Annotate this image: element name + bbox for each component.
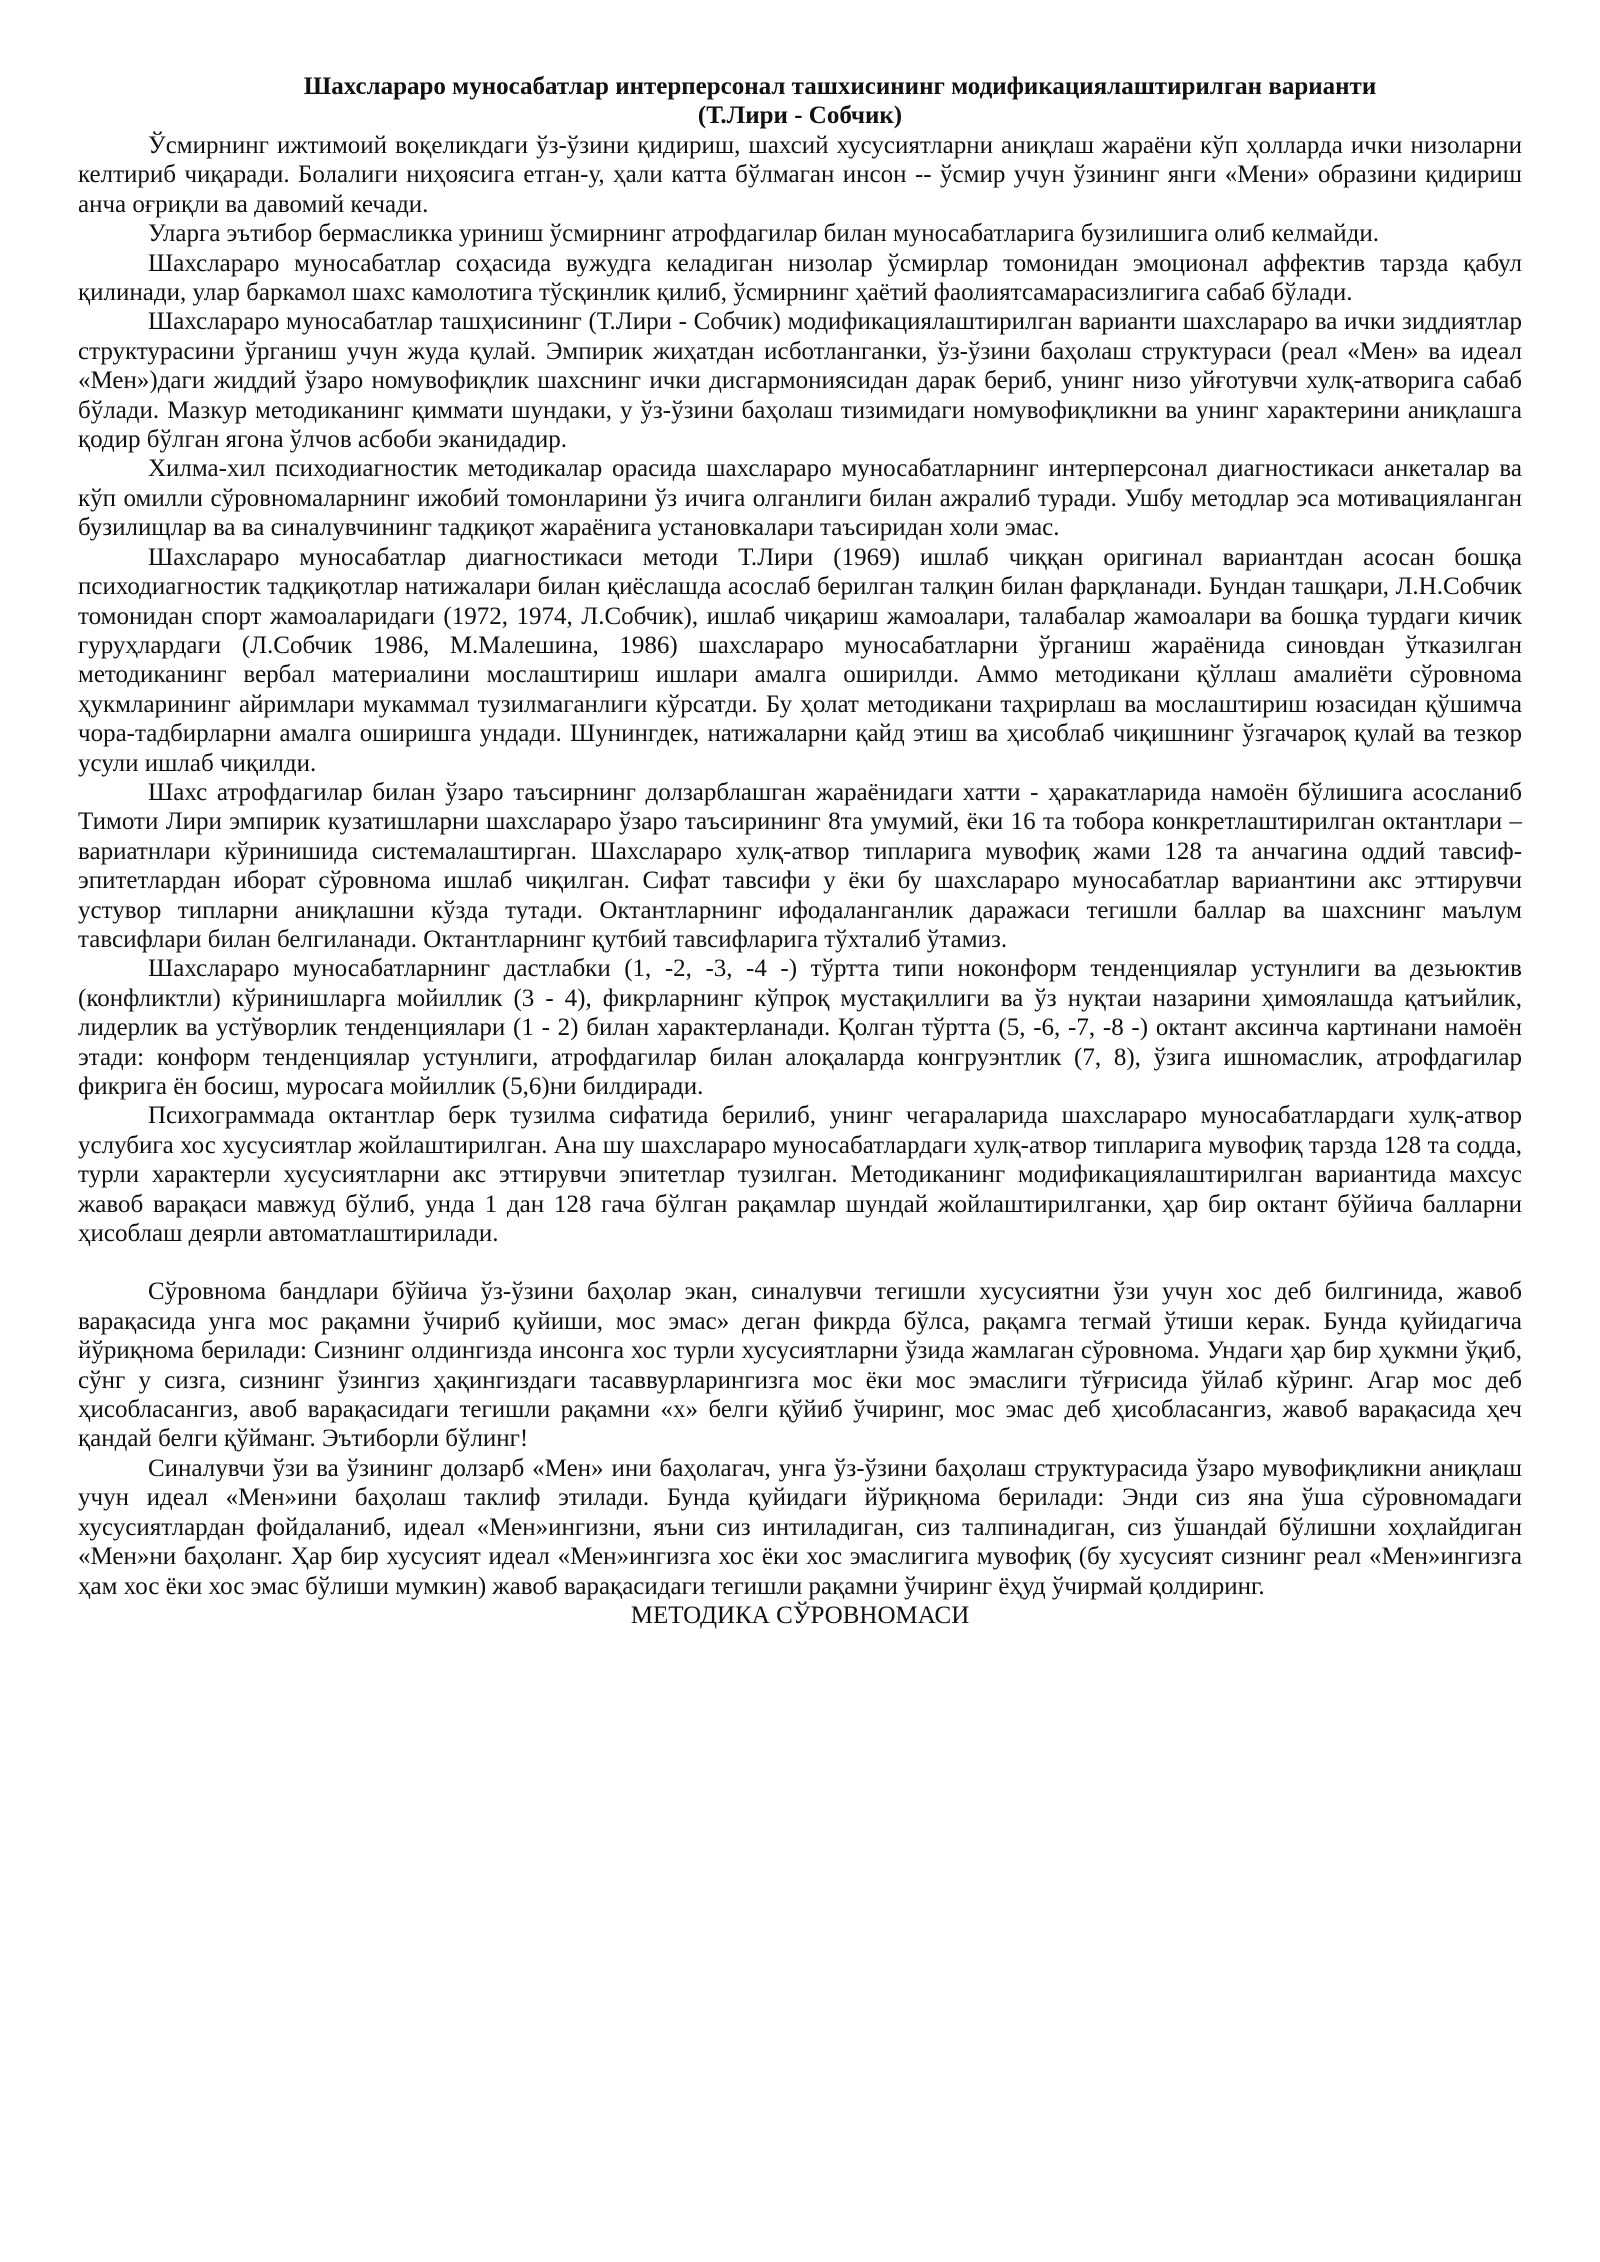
- document-body: [78, 131, 1522, 1601]
- paragraph: Шахслараро муносабатлар ташҳисининг (Т.Лири - Собчик) модификациялаштирилган варианти шахслараро ва ички зиддиятлар структурасини ўрганиш учун жуда қулай. Эмпирик жиҳатдан исботланганки, ўз-ўзини баҳолаш структураси (реал «Мен» ва идеал «Мен»)даги жиддий ўзаро номувофиқлик шахснинг ички дисгармониясидан дарак бериб, унинг низо уйғотувчи хулқ-атворига сабаб бўлади. Мазкур методиканинг қиммати шундаки, у ўз-ўзини баҳолаш тизимидаги номувофиқликни ва унинг характерини аниқлашга қодир бўлган ягона ўлчов асбоби эканидадир.: [78, 308, 1522, 454]
- document-title: Шахслараро муносабатлар интерперсонал ташхисининг модификациялаштирилган варианти: [303, 73, 1377, 100]
- paragraph: Шахслараро муносабатлар диагностикаси методи Т.Лири (1969) ишлаб чиққан оригинал вариантдан асосан бошқа психодиагностик тадқиқотлар натижалари билан қиёслашда асослаб берилган талқин билан фарқланади. Бундан ташқари, Л.Н.Собчик томонидан спорт жамоаларидаги (1972, 1974, Л.Собчик), ишлаб чиқариш жамоалари, талабалар жамоалари ва бошқа турдаги кичик гуруҳлардаги (Л.Собчик 1986, М.Малешина, 1986) шахслараро муносабатларни ўрганиш жараёнида синовдан ўтказилган методиканинг вербал материалини мослаштириш ишлари амалга оширилди. Аммо методикани қўллаш амалиёти сўровнома ҳукмларининг айримлари мукаммал тузилмаганлиги кўрсатди. Бу ҳолат методикани таҳрирлаш ва мослаштириш юзасидан қўшимча чора-тадбирларни амалга оширишга ундади. Шунингдек, натижаларни қайд этиш ва ҳисоблаб чиқишнинг ўзгачароқ қулай ва тезкор усули ишлаб чиқилди.: [78, 543, 1522, 777]
- paragraph: Сўровнома бандлари бўйича ўз-ўзини баҳолар экан, синалувчи тегишли хусусиятни ўзи учун хос деб билгинида, жавоб варақасида унга мос рақамни ўчириб қуйиши, мос эмас» деган фикрда бўлса, рақамга тегмай ўтиши керак. Бунда қуйидагича йўриқнома берилади: Сизнинг олдингизда инсонга хос турли хусусиятларни ўзида жамлаган сўровнома. Ундаги ҳар бир ҳукмни ўқиб, сўнг у сизга, сизнинг ўзингиз ҳақингиздаги тасаввурларингизга мос ёки мос эмаслиги тўғрисида ўйлаб кўринг. Агар мос деб ҳисобласангиз, авоб варақасидаги тегишли рақамни «х» белги қўйиб ўчиринг, мос эмас деб ҳисобласангиз, жавоб варақасида ҳеч қандай белги қўйманг. Эътиборли бўлинг!: [78, 1278, 1522, 1453]
- paragraph: Ўсмирнинг ижтимоий воқеликдаги ўз-ўзини қидириш, шахсий хусусиятларни аниқлаш жараёни кўп ҳолларда ички низоларни келтириб чиқаради. Болалиги ниҳоясига етган-у, ҳали катта бўлмаган инсон -- ўсмир учун ўзининг янги «Мени» образини қидириш анча оғриқли ва давомий кечади.: [78, 132, 1522, 218]
- paragraph: Шахслараро муносабатларнинг дастлабки (1, -2, -3, -4 -) тўртта типи ноконформ тенденциялар устунлиги ва дезьюктив (конфликтли) кўринишларга мойиллик (3 - 4), фикрларнинг кўпроқ мустақиллиги ва ўз нуқтаи назарини ҳимоялашда қатъийлик, лидерлик ва устўворлик тенденциялари (1 - 2) билан характерланади. Қолган тўртта (5, -6, -7, -8 -) октант аксинча картинани намоён этади: конформ тенденциялар устунлиги, атрофдагилар билан алоқаларда конгруэнтлик (7, 8), ўзига ишномаслик, атрофдагилар фикрига ён босиш, муросага мойиллик (5,6)ни билдиради.: [78, 955, 1522, 1100]
- paragraph: Хилма-хил психодиагностик методикалар орасида шахслараро муносабатларнинг интерперсонал диагностикаси анкеталар ва кўп омилли сўровномаларнинг ижобий томонларини ўз ичига олганлиги билан ажралиб туради. Ушбу методлар эса мотивацияланган бузилищлар ва ва синалувчининг тадқиқот жараёнига установкалари таъсиридан холи эмас.: [78, 455, 1522, 542]
- paragraph: Психограммада октантлар берк тузилма сифатида берилиб, унинг чегараларида шахслараро муносабатлардаги хулқ-атвор услубига хос хусусиятлар жойлаштирилган. Ана шу шахслараро муносабатлардаги хулқ-атвор типларига мувофиқ тарзда 128 та содда, турли характерли хусусиятларни акс эттирувчи эпитетлар тузилган. Методиканинг модификациялаштирилган вариантида махсус жавоб варақаси мавжуд бўлиб, унда 1 дан 128 гача бўлган рақамлар шундай жойлаштирилганки, ҳар бир октант бўйича балларни ҳисоблаш деярли автоматлаштирилади.: [78, 1102, 1522, 1248]
- document-subtitle: (Т.Лири - Собчик): [697, 102, 903, 129]
- paragraph: Уларга эътибор бермасликка уриниш ўсмирнинг атрофдагилар билан муносабатларига бузилишига олиб келмайди.: [148, 220, 1379, 248]
- paragraph: Синалувчи ўзи ва ўзининг долзарб «Мен» ини баҳолагач, унга ўз-ўзини баҳолаш структурасида ўзаро мувофиқликни аниқлаш учун идеал «Мен»ини баҳолаш таклиф этилади. Бунда қуйидаги йўриқнома берилади: Энди сиз яна ўша сўровномадаги хусусиятлардан фойдаланиб, идеал «Мен»ингизни, яъни сиз интиладиган, сиз талпинадиган, сиз ўшандай бўлишни хоҳлайдиган «Мен»ни баҳоланг. Ҳар бир хусусият идеал «Мен»ингизга хос ёки хос эмаслигига мувофиқ (бу хусусият сизнинг реал «Мен»ингизга ҳам хос ёки хос эмас бўлиши мумкин) жавоб варақасидаги тегишли рақамни ўчиринг ёҳуд ўчирмай қолдиринг.: [78, 1454, 1522, 1600]
- section-heading: МЕТОДИКА СЎРОВНОМАСИ: [630, 1601, 970, 1629]
- paragraph: Шахслараро муносабатлар соҳасида вужудга келадиган низолар ўсмирлар томонидан эмоционал аффектив тарзда қабул қилинади, улар баркамол шахс камолотига тўсқинлик қилиб, ўсмирнинг ҳаётий фаолиятсамарасизлигига сабаб бўлади.: [78, 249, 1522, 307]
- paragraph: Шахс атрофдагилар билан ўзаро таъсирнинг долзарблашган жараёнидаги хатти - ҳаракатларида намоён бўлишига асосланиб Тимоти Лири эмпирик кузатишларни шахслараро ўзаро таъсирининг 8та умумий, ёки 16 та тобора конкретлаштирилган октантлари – вариатнлари кўринишида системалаштирган. Шахслараро хулқ-атвор типларига мувофиқ жами 128 та анчагина оддий тавсиф-эпитетлардан иборат сўровнома ишлаб чиқилган. Сифат тавсифи у ёки бу шахслараро муносабатлар вариантини акс эттирувчи устувор типларни аниқлашни кўзда тутади. Октантларнинг ифодаланганлик даражаси тегишли баллар ва шахснинг маълум тавсифлари билан белгиланади. Октантларнинг қутбий тавсифларига тўхталиб ўтамиз.: [78, 778, 1522, 953]
